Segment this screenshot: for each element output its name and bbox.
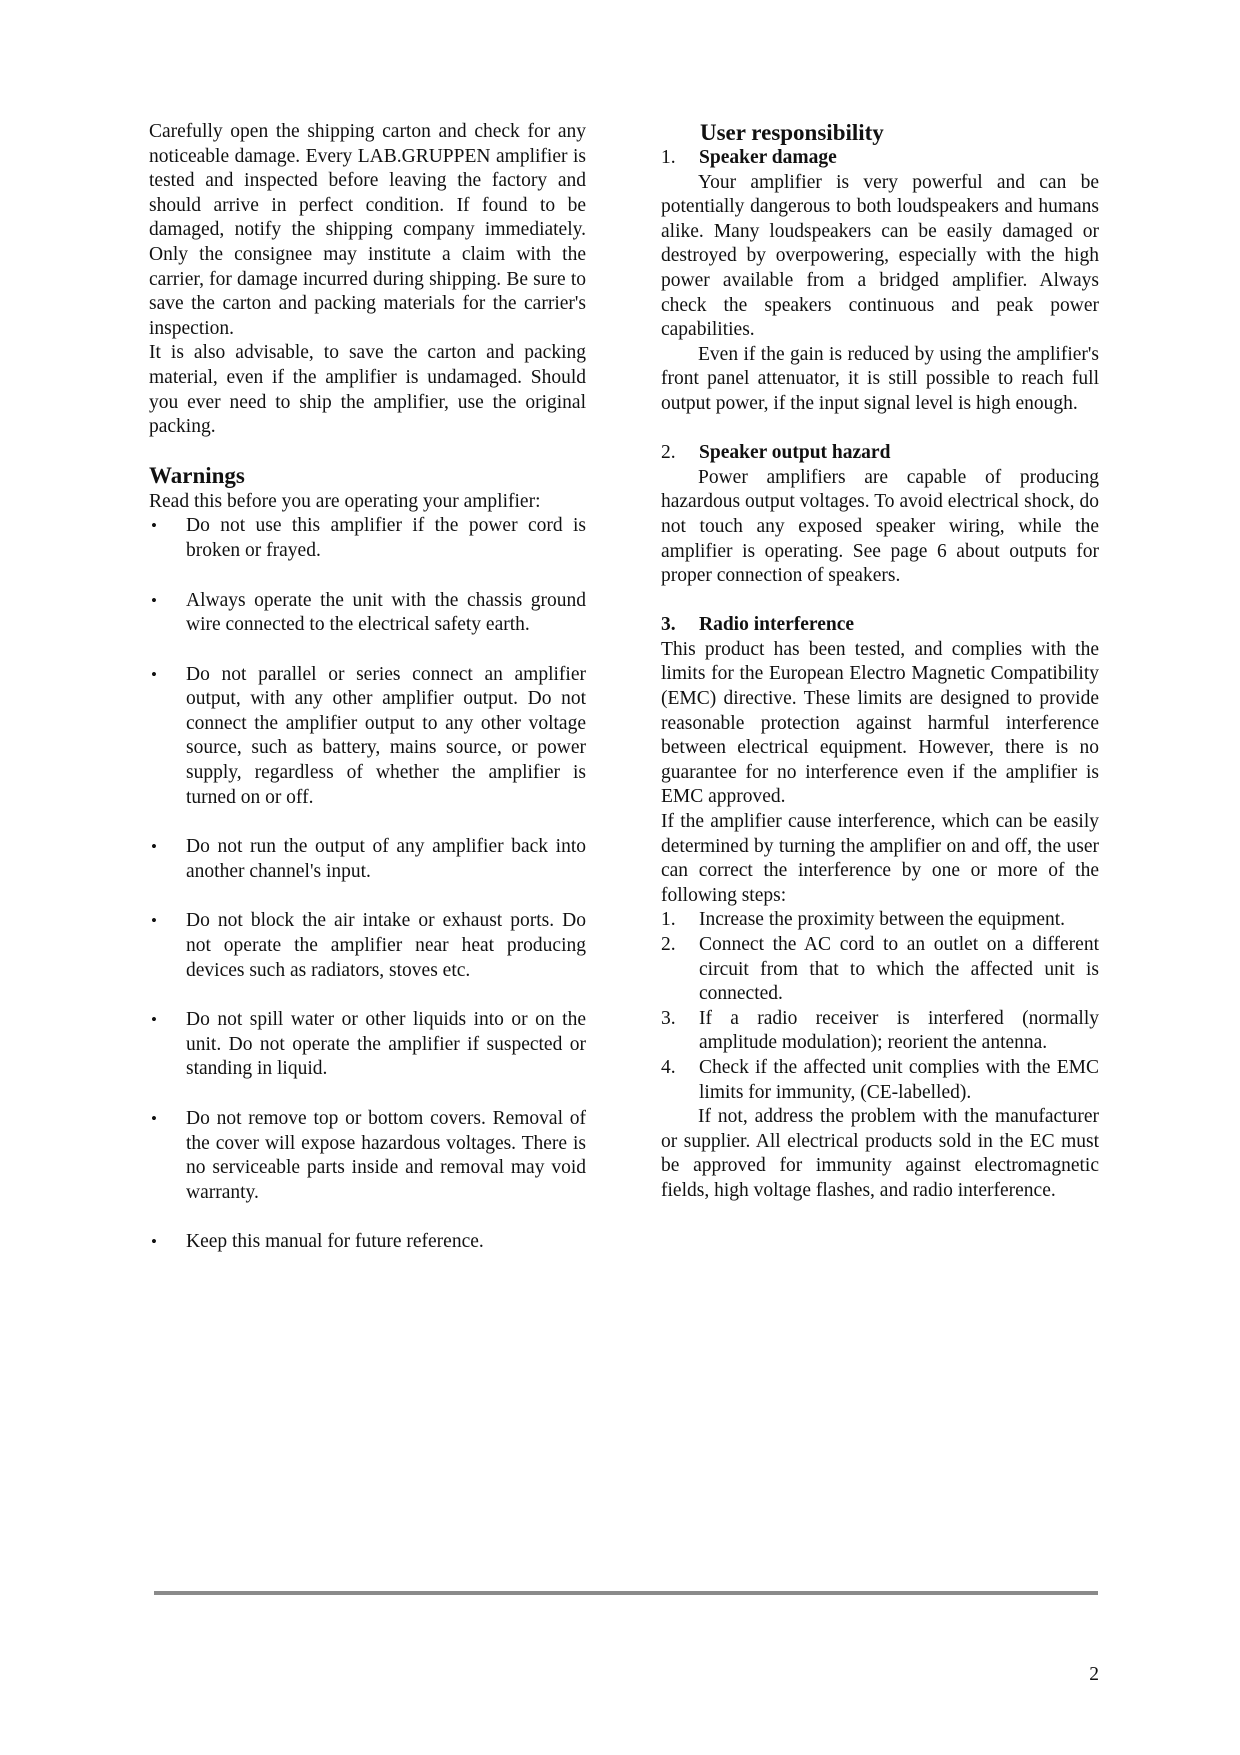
speaker-damage-paragraph: Even if the gain is reduced by using the amplifier's front panel attenuator, it is still possible to reach full output power, if the input signal level is high enough.: [661, 343, 1099, 414]
section-heading-speaker-damage: [661, 146, 1099, 171]
list-item: • Do not spill water or other liquids into or on the unit. Do not operate the amplifier if suspected or standing in liquid.: [151, 1009, 586, 1080]
radio-interference-paragraph: If the amplifier cause interference, which can be easily determined by turning the amplifier on and off, the user can correct the interference by one or more of the following steps:: [661, 811, 1099, 906]
section-heading-radio-interference: [661, 613, 1099, 638]
bullet-icon: •: [151, 1232, 157, 1252]
list-item: • Do not run the output of any amplifier back into another channel's input.: [151, 836, 586, 882]
section-title: Speaker damage: [699, 147, 837, 168]
step-number: 1.: [661, 909, 676, 931]
radio-interference-paragraph: This product has been tested, and complies with the limits for the European Electro Magnetic Compatibility (EMC) directive. These limits are designed to provide reasonable protection against harmful interference between electrical equipment. However, there is no guarantee for no interference even if the amplifier is EMC approved.: [661, 638, 1099, 808]
step-number: 3.: [661, 1007, 676, 1029]
left-column: [149, 120, 586, 1280]
speaker-output-hazard-paragraph: Power amplifiers are capable of producing hazardous output voltages. To avoid electrical shock, do not touch any exposed speaker wiring, while the amplifier is operating. See page 6 about outputs for proper connection of speakers.: [661, 466, 1099, 587]
step-number: 4.: [661, 1056, 676, 1078]
footer-divider: [154, 1591, 1098, 1595]
list-item: 3. If a radio receiver is interfered (normally amplitude modulation); reorient the antenna.: [661, 1007, 1099, 1054]
list-item: • Do not block the air intake or exhaust ports. Do not operate the amplifier near heat producing devices such as radiators, stoves etc.: [151, 910, 586, 981]
list-item: 2. Connect the AC cord to an outlet on a different circuit from that to which the affected unit is connected.: [661, 934, 1099, 1005]
section-number: 1.: [661, 147, 676, 168]
warnings-heading: Warnings: [149, 462, 245, 488]
step-number: 2.: [661, 934, 676, 955]
list-item: • Always operate the unit with the chassis ground wire connected to the electrical safety earth.: [151, 589, 586, 636]
bullet-icon: •: [151, 911, 157, 931]
user-responsibility-heading: User responsibility: [700, 120, 884, 145]
list-item: 1. Increase the proximity between the equipment.: [661, 908, 1099, 933]
speaker-damage-paragraph: Your amplifier is very powerful and can be potentially dangerous to both loudspeakers and humans alike. Many loudspeakers can be easily damaged or destroyed by overpowering, especially with the high power available from a bridged amplifier. Always check the speakers continuous and peak power capabilities.: [661, 171, 1099, 341]
bullet-icon: •: [151, 837, 157, 857]
section-number: 3.: [661, 614, 676, 636]
section-heading-speaker-output-hazard: [661, 441, 1099, 466]
bullet-icon: •: [151, 590, 157, 610]
list-item: • Do not remove top or bottom covers. Removal of the cover will expose hazardous voltages. There is no serviceable parts inside and removal may void warranty.: [151, 1108, 586, 1203]
bullet-icon: •: [151, 1109, 157, 1128]
list-item: • Keep this manual for future reference.: [149, 1230, 586, 1255]
intro-paragraph: Carefully open the shipping carton and check for any noticeable damage. Every LAB.GRUPPEN amplifier is tested and inspected before leaving the factory and should arrive in perfect condition. If found to be damaged, notify the shipping company immediately. Only the consignee may institute a claim with the carrier, for damage incurred during shipping. Be sure to save the carton and packing materials for the carrier's inspection.: [149, 121, 586, 339]
page-number: 2: [1089, 1664, 1099, 1685]
section-title: Speaker output hazard: [699, 442, 891, 464]
right-column: [661, 120, 1099, 1204]
warnings-lead: Read this before you are operating your amplifier:: [149, 490, 541, 512]
section-title: Radio interference: [699, 614, 855, 636]
interference-steps-list: [661, 908, 1099, 1105]
bullet-icon: •: [151, 1010, 157, 1030]
section-number: 2.: [661, 442, 676, 464]
list-item: • Do not use this amplifier if the power cord is broken or frayed.: [151, 515, 586, 561]
bullet-icon: •: [151, 516, 157, 536]
list-item: • Do not parallel or series connect an amplifier output, with any other amplifier output. Do not connect the amplifier output to any other voltage source, such as battery, mains source, or power supply, regardless of whether the amplifier is turned on or off.: [151, 663, 586, 808]
list-item: 4. Check if the affected unit complies with the EMC limits for immunity, (CE-labelled).: [661, 1056, 1099, 1103]
intro-paragraph: It is also advisable, to save the carton and packing material, even if the amplifier is undamaged. Should you ever need to ship the amplifier, use the original packing.: [149, 342, 586, 438]
radio-interference-closing-paragraph: If not, address the problem with the manufacturer or supplier. All electrical products sold in the EC must be approved for immunity against electromagnetic fields, high voltage flashes, and radio interference.: [661, 1106, 1099, 1201]
bullet-icon: •: [151, 664, 157, 684]
warnings-list: [149, 514, 586, 1255]
